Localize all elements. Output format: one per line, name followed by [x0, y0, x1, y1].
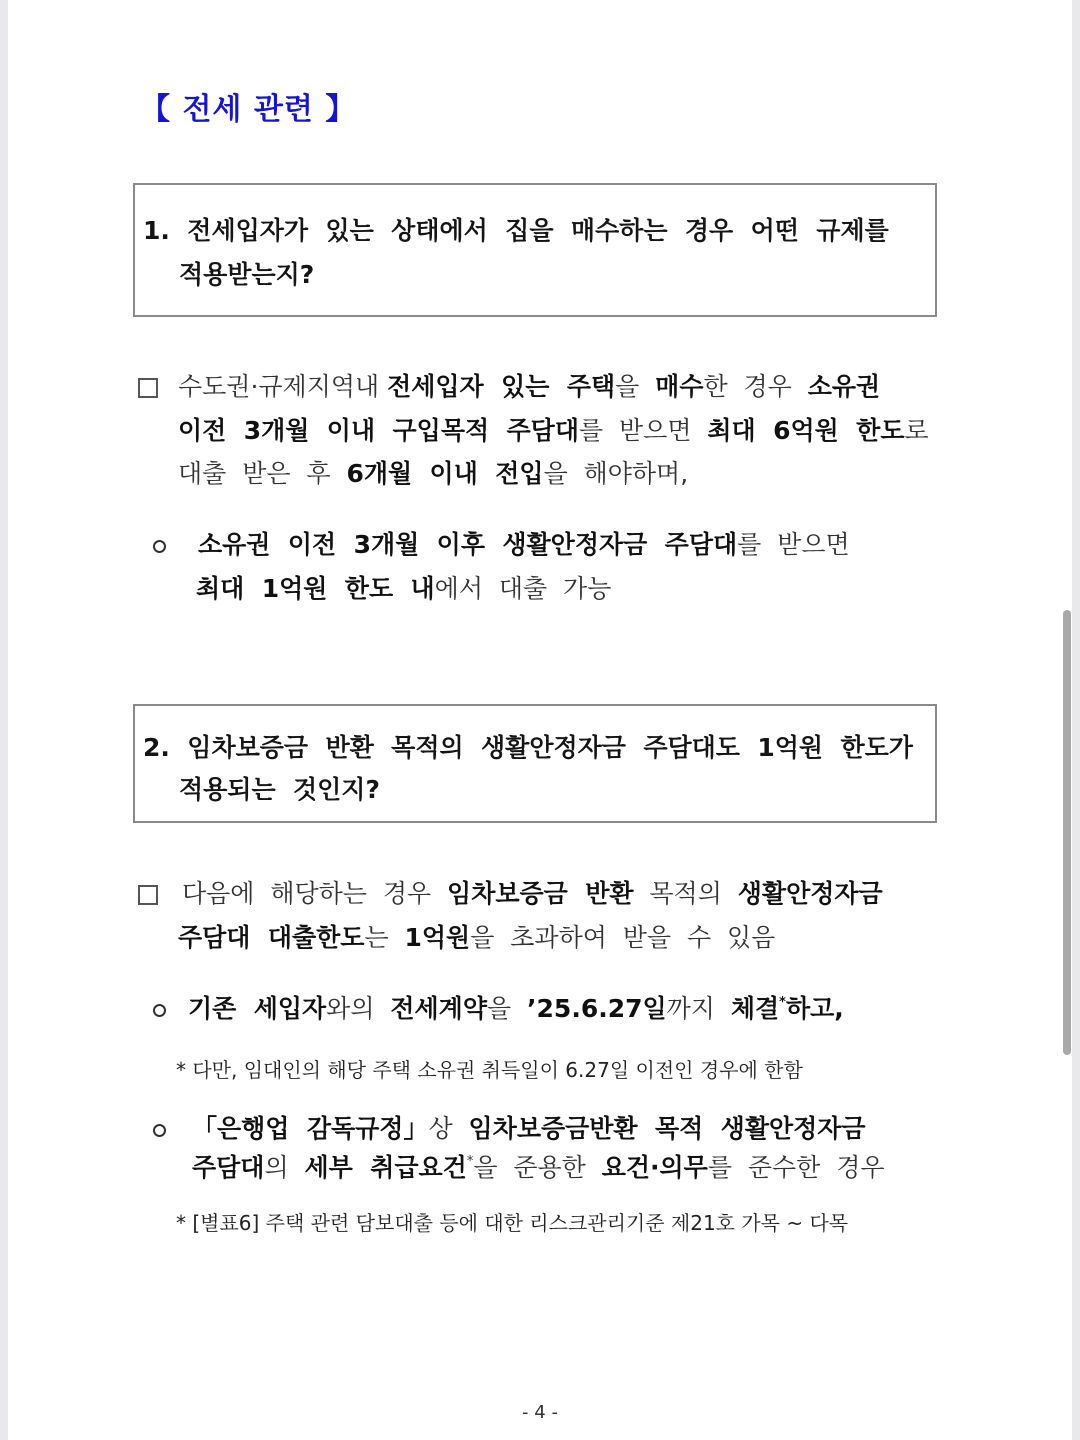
hollow-circle-bullet-icon	[153, 1124, 166, 1137]
answer-1-main-line-3	[178, 461, 688, 486]
question-2-line-2: 적용되는 것인지?	[179, 775, 380, 804]
text-run: 수도권·규제지역내	[178, 372, 388, 401]
text-run: 매수	[655, 372, 704, 401]
answer-1-main-line-2	[178, 418, 929, 443]
checkbox-square-icon	[138, 378, 158, 398]
text-run: 6개월 이내 전입	[346, 459, 544, 488]
hollow-circle-bullet-icon	[153, 540, 166, 553]
hollow-circle-bullet-icon	[153, 1004, 166, 1017]
text-run: 을 초과하여 받을 수 있음	[470, 923, 776, 952]
text-run: 을 해야하며,	[543, 459, 689, 488]
text-run: 1억원	[404, 923, 471, 952]
text-run: 최대 1억원 한도 내	[196, 574, 435, 603]
text-run: 하고,	[785, 994, 844, 1023]
text-run: 다음에 해당하는 경우	[182, 879, 448, 908]
answer-2-sub2-footnote: * [별표6] 주택 관련 담보대출 등에 대한 리스크관리기준 제21호 가목 ~ 다목	[176, 1211, 849, 1235]
text-run: 에서 대출 가능	[434, 574, 612, 603]
text-run: 체결	[730, 994, 780, 1023]
text-run: 을	[486, 994, 528, 1023]
text-run: 요건·의무	[601, 1153, 708, 1182]
text-run: 를 받으면	[578, 416, 708, 445]
vertical-scrollbar-thumb[interactable]	[1063, 610, 1071, 1055]
answer-1-sub-line-2	[196, 576, 611, 601]
text-run: 목적의	[633, 879, 738, 908]
text-run: 「은행업 감독규정」	[192, 1114, 429, 1143]
text-run: 소유권	[807, 372, 881, 401]
page-number: - 4 -	[522, 1402, 558, 1423]
text-run: 와의	[326, 994, 391, 1023]
answer-2-main-line-2	[178, 925, 775, 950]
question-2-line-1: 2. 임차보증금 반환 목적의 생활안정자금 주담대도 1억원 한도가	[143, 733, 913, 762]
text-run: ’25.6.27일	[527, 994, 667, 1023]
text-run: 임차보증금 반환	[447, 879, 634, 908]
text-run: 의	[264, 1153, 305, 1182]
answer-2-sub1-line-1	[188, 996, 844, 1021]
text-run: 까지	[666, 994, 731, 1023]
text-run: 전세입자 있는 주택	[387, 372, 616, 401]
text-run: 대출 받은 후	[178, 459, 347, 488]
text-run: *	[779, 995, 786, 1010]
question-box-1	[133, 183, 937, 317]
text-run: 임차보증금반환 목적 생활안정자금	[468, 1114, 866, 1143]
text-run: 를 받으면	[737, 530, 850, 559]
question-box-2	[133, 704, 937, 823]
text-run: *	[466, 1154, 474, 1169]
text-run: 주담대	[192, 1153, 265, 1182]
answer-2-sub1-footnote: * 다만, 임대인의 해당 주택 소유권 취득일이 6.27일 이전인 경우에 한함	[176, 1058, 803, 1082]
answer-2-sub2-line-2	[192, 1155, 885, 1180]
text-run: 을 준용한	[473, 1153, 602, 1182]
text-run: 한 경우	[703, 372, 808, 401]
answer-2-sub2-line-1	[192, 1116, 866, 1141]
answer-2-main-line-1	[182, 881, 883, 906]
text-run: 생활안정자금	[737, 879, 883, 908]
question-1-line-2: 적용받는지?	[179, 260, 315, 289]
question-1-line-1: 1. 전세입자가 있는 상태에서 집을 매수하는 경우 어떤 규제를	[143, 216, 889, 245]
text-run: 이전 3개월 이내 구입목적 주담대	[178, 416, 579, 445]
text-run: 상	[428, 1114, 469, 1143]
text-run: 을	[615, 372, 656, 401]
text-run: 세부 취급요건	[304, 1153, 467, 1182]
text-run: 는	[364, 923, 405, 952]
text-run: 전세계약	[390, 994, 487, 1023]
text-run: 최대 6억원 한도	[707, 416, 905, 445]
text-run: 를 준수한 경우	[707, 1153, 885, 1182]
checkbox-square-icon	[138, 885, 158, 905]
answer-1-sub-line-1	[198, 532, 850, 557]
text-run: 기존 세입자	[188, 994, 327, 1023]
answer-1-main-line-1	[178, 374, 880, 399]
text-run: 소유권 이전 3개월 이후 생활안정자금 주담대	[198, 530, 738, 559]
section-title: 【 전세 관련 】	[140, 92, 357, 127]
text-run: 로	[904, 416, 929, 445]
text-run: 주담대 대출한도	[178, 923, 365, 952]
